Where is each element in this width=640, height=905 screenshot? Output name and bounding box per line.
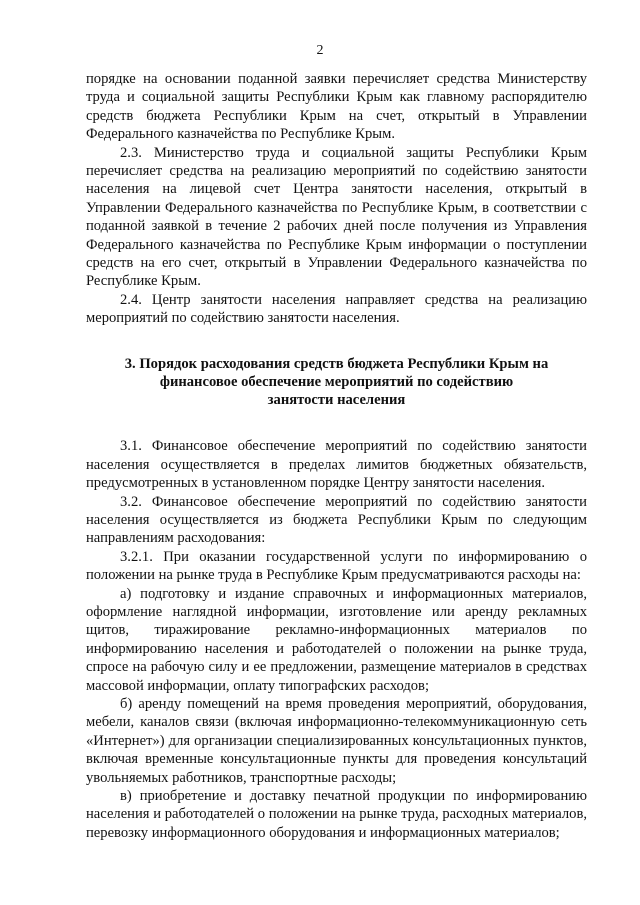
section-heading [86,355,587,410]
paragraph-continuation: порядке на основании поданной заявки перечисляет средства Министерству труда и социальной защиты Республики Крым как главному распорядителю средств бюджета Республики Крым на счет, открытый в Управлении Федерального казначейства по Республике Крым. [86,71,587,143]
page-number: 2 [316,43,324,58]
paragraph-3-2-1: 3.2.1. При оказании государственной услуги по информированию о положении на рынке труда в Республике Крым предусматриваются расходы на: [86,548,587,584]
list-item-a: а) подготовку и издание справочных и информационных материалов, оформление наглядной информации, изготовление или аренду рекламных щитов, тиражирование рекламно-информационных материалов по информированию населения и работодателей о положении на рынке труда, спросе на рабочую силу и ее предложении, размещение материалов в средствах массовой информации, оплату типографских расходов; [86,585,587,694]
paragraph-2-4: 2.4. Центр занятости населения направляет средства на реализацию мероприятий по содействию занятости населения. [86,291,587,327]
document-body [86,70,587,842]
list-item-v: в) приобретение и доставку печатной продукции по информированию населения и работодателей о положении на рынке труда, расходных материалов, перевозку информационного оборудования и информационных материалов; [86,788,587,841]
list-item-b: б) аренду помещений на время проведения мероприятий, оборудования, мебели, каналов связи (включая информационно-телекоммуникационную сеть «Интернет») для организации специализированных консультационных пунктов, включая временные консультационные пункты для проведения консультаций увольняемых работников, транспортные расходы; [86,695,587,786]
section-heading-line-1: 3. Порядок расходования средств бюджета Республики Крым на [124,355,549,372]
paragraph-3-1: 3.1. Финансовое обеспечение мероприятий по содействию занятости населения осуществляется в пределах лимитов бюджетных обязательств, предусмотренных в установленном порядке Центру занятости населения. [86,438,587,492]
section-heading-line-2: финансовое обеспечение мероприятий по содействию [159,373,514,390]
paragraph-2-3: 2.3. Министерство труда и социальной защиты Республики Крым перечисляет средства на реализацию мероприятий по содействию занятости населения на лицевой счет Центра занятости населения, открытый в Управлении Федерального казначейства по Республике Крым, в соответствии с поданной заявкой в течение 2 рабочих дней после получения из Управления Федерального казначейства по Республике Крым информации о поступлении средств на его счет, открытый в Управлении Федерального казначейства по Республике Крым. [86,144,587,290]
paragraph-3-2: 3.2. Финансовое обеспечение мероприятий по содействию занятости населения осуществляется из бюджета Республики Крым по следующим направлениям расходования: [86,493,587,547]
section-heading-line-3: занятости населения [267,392,406,409]
